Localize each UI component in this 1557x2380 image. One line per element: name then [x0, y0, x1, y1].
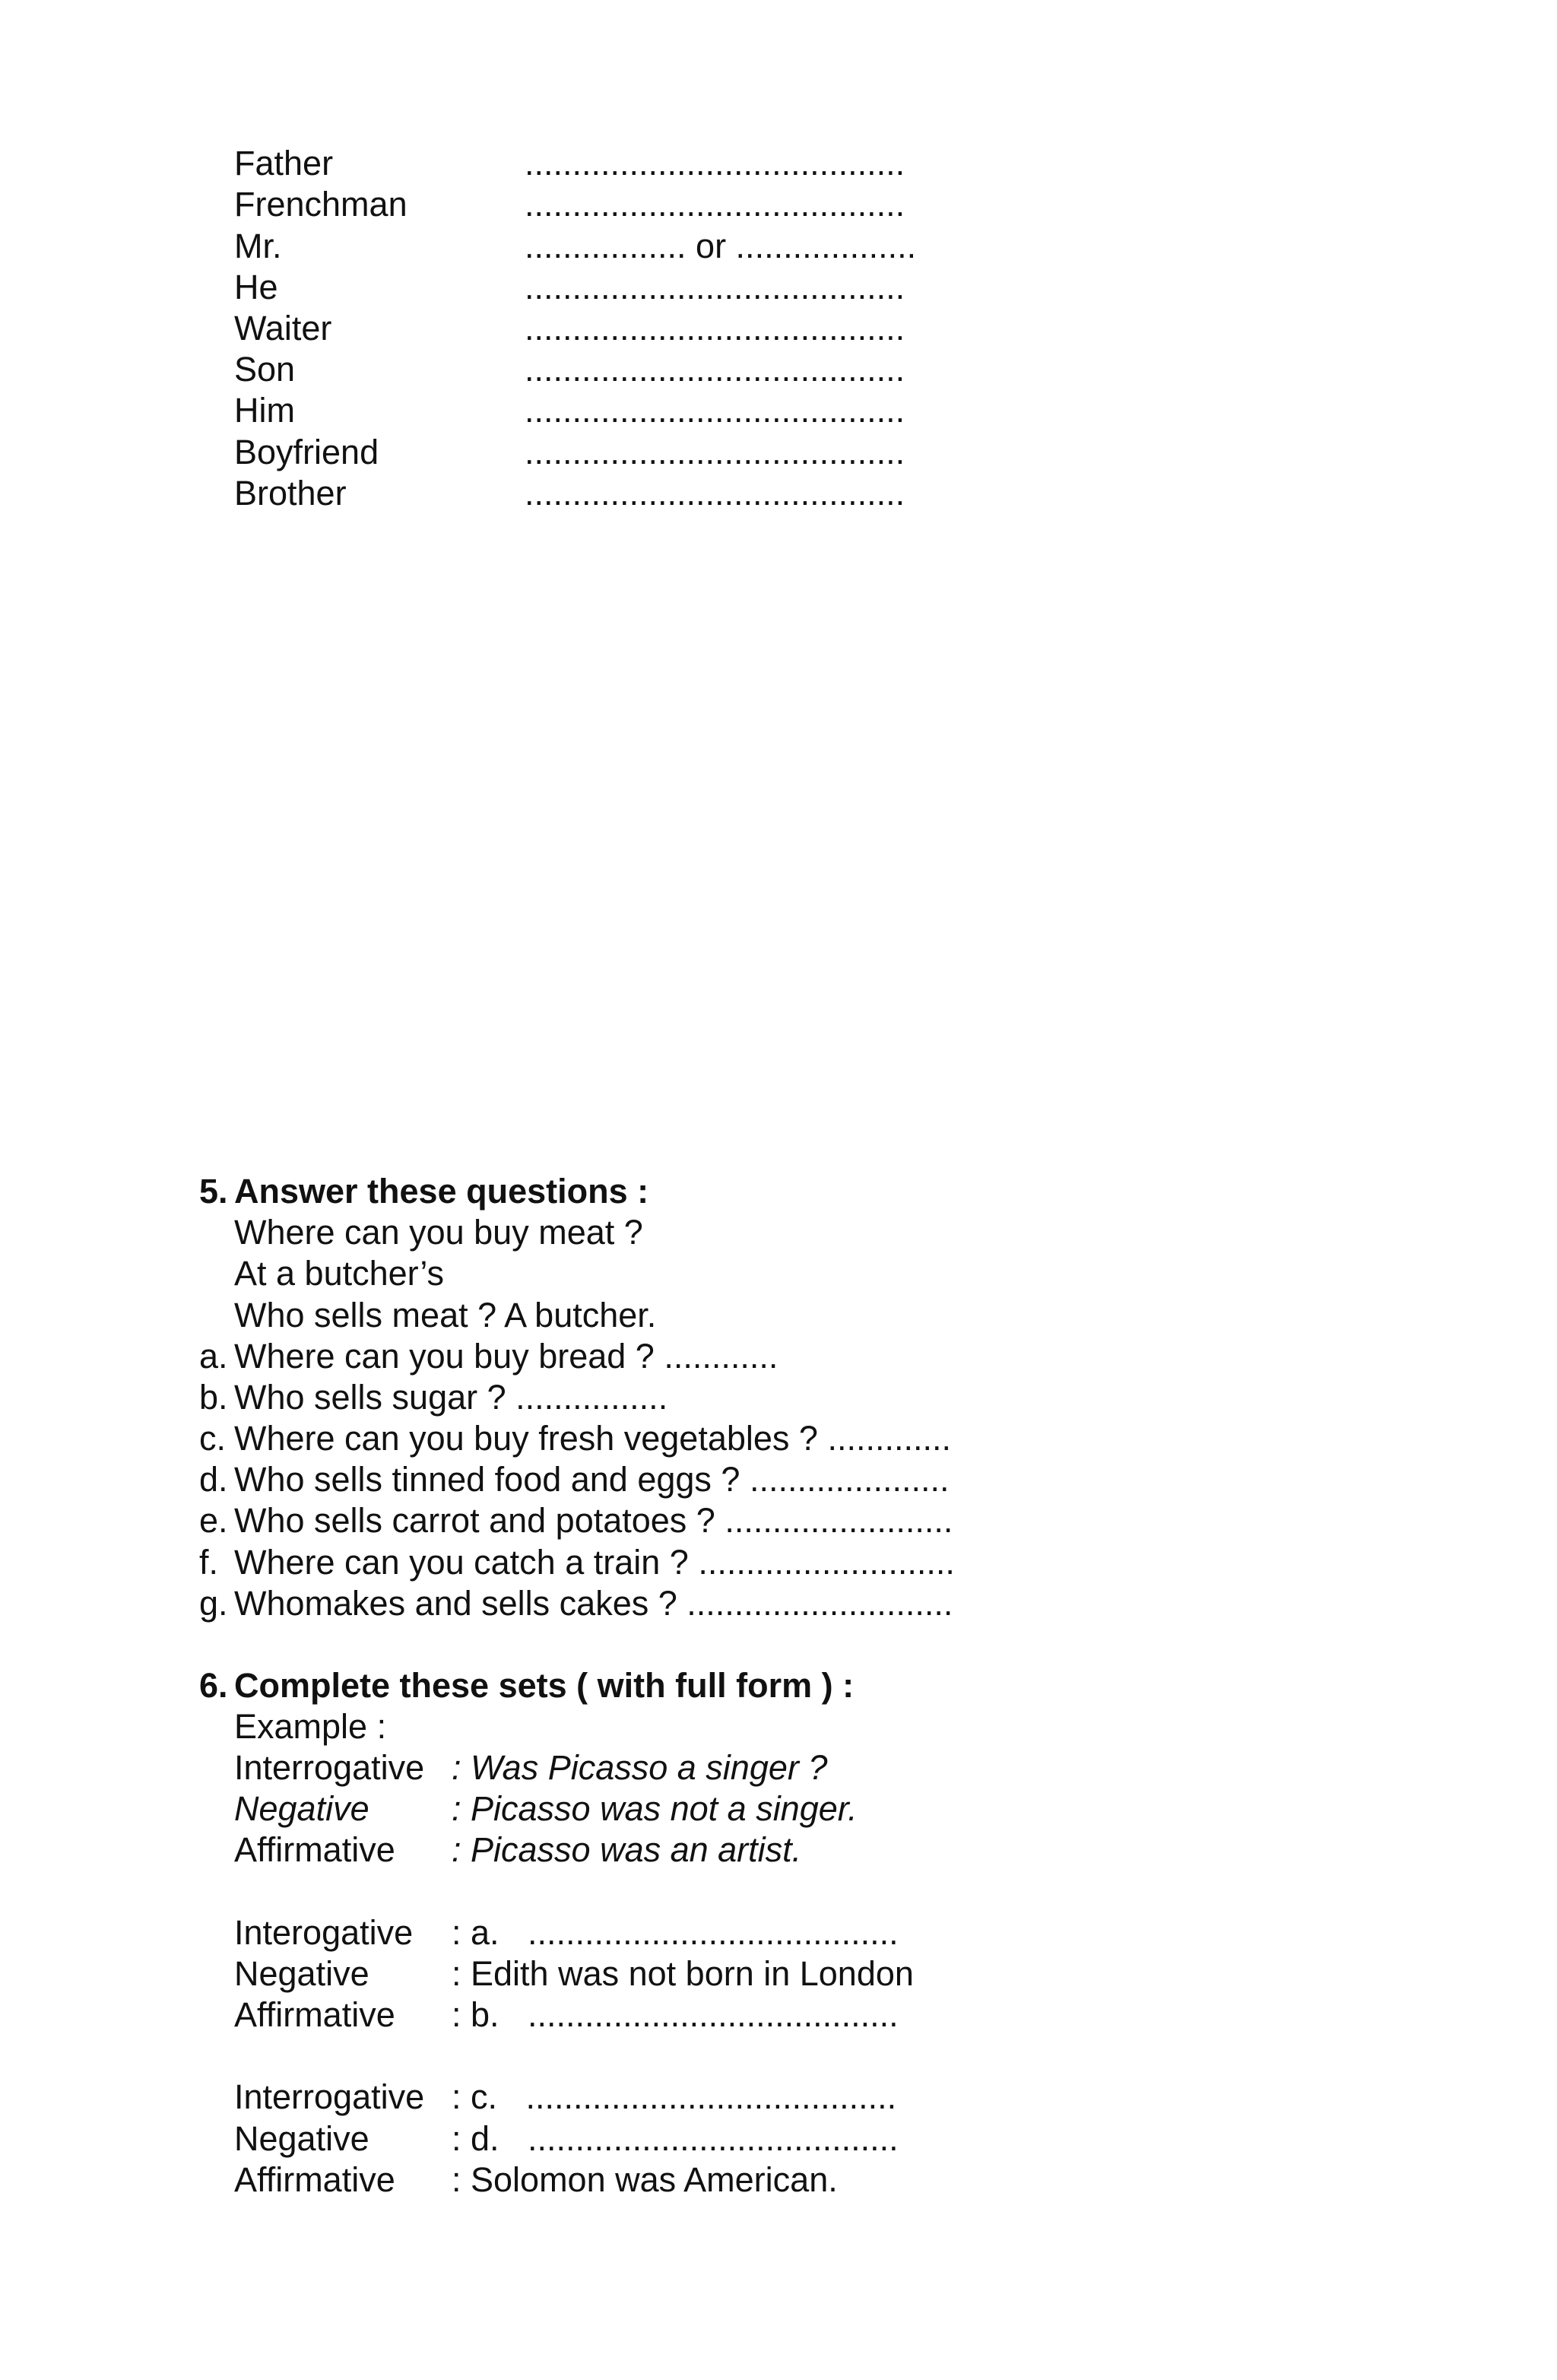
set-label: Affirmative: [234, 2160, 395, 2199]
set-label: Negative: [234, 1954, 369, 1993]
answer-waiter: ........................................: [525, 309, 905, 347]
example-line: Where can you buy meat ?: [234, 1213, 643, 1252]
set-label: Interrogative: [234, 2077, 425, 2116]
set-value: : Was Picasso a singer ?: [452, 1748, 828, 1787]
set-value: : Solomon was American.: [452, 2160, 838, 2199]
question-text: Where can you buy fresh vegetables ? .............: [234, 1419, 951, 1458]
answer-father: ........................................: [525, 144, 905, 182]
answer-frenchman: ........................................: [525, 185, 905, 224]
section-5-number: 5.: [199, 1172, 228, 1211]
question-letter: d.: [199, 1460, 228, 1499]
word-son: Son: [234, 350, 296, 389]
example-line: Who sells meat ? A butcher.: [234, 1296, 657, 1334]
answer-mr: ................. or ...................: [525, 227, 917, 265]
question-letter: a.: [199, 1337, 228, 1376]
section-6-title: Complete these sets ( with full form ) :: [234, 1666, 855, 1705]
example-label: Example :: [234, 1707, 387, 1746]
question-letter: g.: [199, 1584, 228, 1623]
answer-he: ........................................: [525, 268, 905, 306]
section-5-title: Answer these questions :: [234, 1172, 649, 1211]
question-letter: f.: [199, 1543, 219, 1582]
set-value: : Picasso was an artist.: [452, 1830, 802, 1869]
question-text: Who sells carrot and potatoes ? ........................: [234, 1501, 953, 1540]
word-boyfriend: Boyfriend: [234, 433, 379, 471]
set-value: : b. .......................................: [452, 1995, 899, 2034]
question-text: Whomakes and sells cakes ? ............................: [234, 1584, 953, 1623]
set-value: : a. .......................................: [452, 1913, 899, 1952]
set-label: Negative: [234, 2119, 369, 2158]
question-letter: c.: [199, 1419, 227, 1458]
question-text: Where can you buy bread ? ............: [234, 1337, 778, 1376]
set-value: : c. .......................................: [452, 2077, 897, 2116]
set-value: : Picasso was not a singer.: [452, 1789, 858, 1828]
word-frenchman: Frenchman: [234, 185, 407, 224]
question-text: Who sells sugar ? ................: [234, 1378, 668, 1417]
answer-boyfriend: ........................................: [525, 433, 905, 471]
question-letter: b.: [199, 1378, 228, 1417]
question-text: Who sells tinned food and eggs ? .....................: [234, 1460, 950, 1499]
set-label: Negative: [234, 1789, 369, 1828]
answer-son: ........................................: [525, 350, 905, 389]
set-value: : Edith was not born in London: [452, 1954, 914, 1993]
question-text: Where can you catch a train ? ...........................: [234, 1543, 955, 1582]
word-father: Father: [234, 144, 334, 182]
word-mr: Mr.: [234, 227, 282, 265]
set-label: Interrogative: [234, 1748, 425, 1787]
set-value: : d. .......................................: [452, 2119, 899, 2158]
word-him: Him: [234, 391, 295, 430]
set-label: Interogative: [234, 1913, 414, 1952]
example-line: At a butcher’s: [234, 1254, 444, 1293]
set-label: Affirmative: [234, 1830, 395, 1869]
set-label: Affirmative: [234, 1995, 395, 2034]
answer-him: ........................................: [525, 391, 905, 430]
answer-brother: ........................................: [525, 474, 905, 512]
word-waiter: Waiter: [234, 309, 332, 347]
word-brother: Brother: [234, 474, 347, 512]
section-6-number: 6.: [199, 1666, 228, 1705]
word-he: He: [234, 268, 278, 306]
question-letter: e.: [199, 1501, 228, 1540]
